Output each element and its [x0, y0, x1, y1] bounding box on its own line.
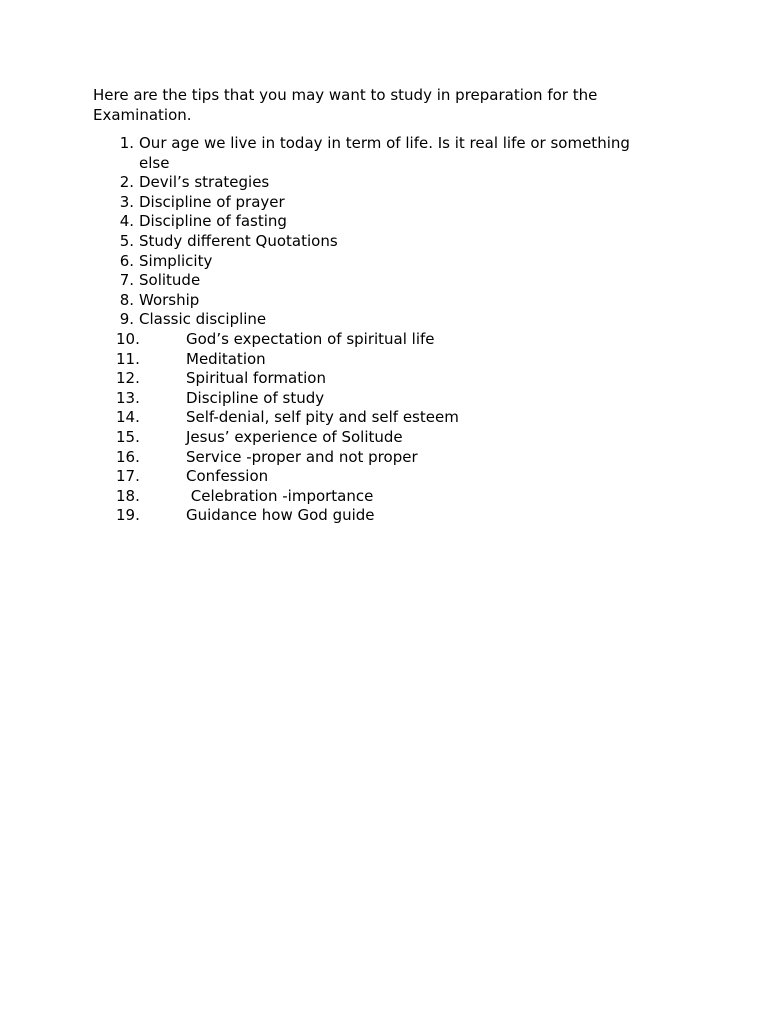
- list-item-number: 8.: [119, 290, 134, 309]
- list-item: [93, 173, 693, 193]
- list-item-number: 10.: [116, 329, 140, 348]
- list-item: [93, 467, 693, 487]
- list-item: [93, 291, 693, 311]
- list-item: [93, 369, 693, 389]
- list-item-text: Classic discipline: [139, 310, 267, 329]
- intro-paragraph: Here are the tips that you may want to study in preparation for the Examination.: [93, 86, 598, 124]
- list-item-number: 7.: [119, 271, 134, 290]
- list-item-number: 3.: [119, 192, 134, 211]
- list-item-number: 9.: [119, 310, 134, 329]
- list-item-number: 12.: [116, 369, 140, 388]
- list-item: [93, 408, 693, 428]
- list-item: [93, 271, 693, 291]
- list-item-text: Spiritual formation: [186, 369, 326, 388]
- list-item-text: Jesus’ experience of Solitude: [186, 427, 403, 446]
- list-item-number: 13.: [116, 388, 140, 407]
- list-item-number: 17.: [116, 467, 140, 486]
- list-item-number: 1.: [119, 134, 134, 152]
- list-item-text: Study different Quotations: [139, 231, 338, 250]
- list-item-number: 18.: [116, 486, 140, 505]
- list-item-number: 2.: [119, 173, 134, 192]
- list-item: [93, 134, 693, 173]
- list-item: [93, 448, 693, 468]
- list-item-number: 11.: [116, 349, 140, 368]
- list-item-text: Celebration -importance: [186, 486, 374, 505]
- list-item: [93, 212, 693, 232]
- list-item-number: 4.: [119, 212, 134, 231]
- list-item: [93, 193, 693, 213]
- list-item-text: Solitude: [139, 271, 201, 290]
- list-item-text: Guidance how God guide: [186, 506, 375, 525]
- list-item-text: Our age we live in today in term of life. Is it real life or something else: [139, 134, 630, 172]
- list-item-text: God’s expectation of spiritual life: [186, 329, 435, 348]
- list-item-number: 19.: [116, 506, 140, 525]
- list-item-number: 14.: [116, 408, 140, 427]
- list-item-number: 15.: [116, 427, 140, 446]
- list-item: [93, 310, 693, 330]
- list-item: [93, 487, 693, 507]
- list-item: [93, 330, 693, 350]
- list-item-text: Simplicity: [139, 251, 213, 270]
- list-item-number: 16.: [116, 447, 140, 466]
- list-item: [93, 506, 693, 526]
- list-item-text: Discipline of study: [186, 388, 325, 407]
- list-item-text: Self-denial, self pity and self esteem: [186, 408, 459, 427]
- list-item-text: Confession: [186, 467, 269, 486]
- list-item-number: 5.: [119, 231, 134, 250]
- list-item: [93, 428, 693, 448]
- list-item: [93, 350, 693, 370]
- list-item-number: 6.: [119, 251, 134, 270]
- list-item: [93, 232, 693, 252]
- list-item-text: Devil’s strategies: [139, 173, 270, 192]
- list-item-text: Meditation: [186, 349, 266, 368]
- list-item: [93, 389, 693, 409]
- list-item-text: Discipline of fasting: [139, 212, 287, 231]
- list-item-text: Discipline of prayer: [139, 192, 285, 211]
- list-item-text: Worship: [139, 290, 200, 309]
- list-item: [93, 252, 693, 272]
- tips-list: [93, 134, 693, 526]
- list-item-text: Service -proper and not proper: [186, 447, 418, 466]
